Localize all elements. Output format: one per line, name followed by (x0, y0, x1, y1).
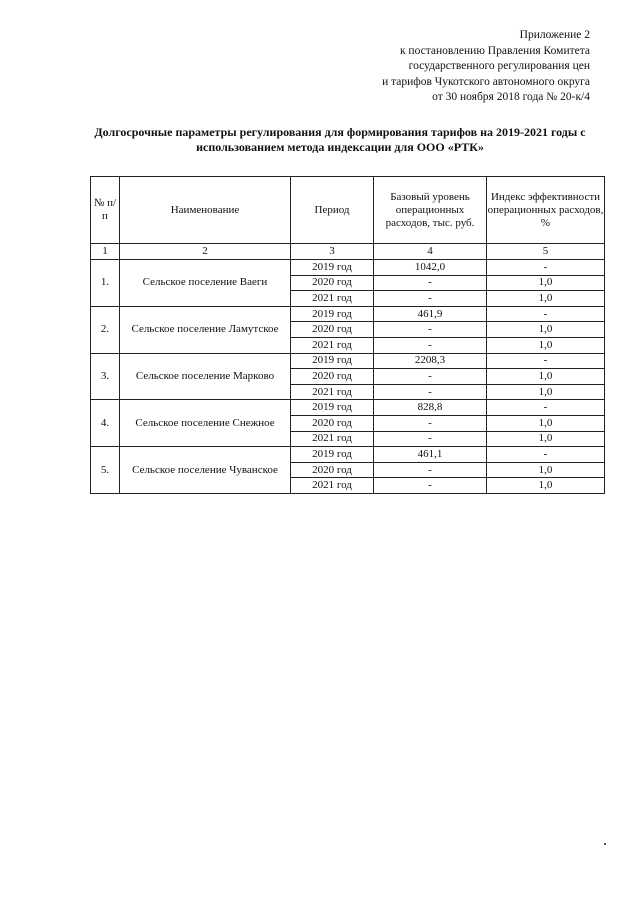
period-cell: 2019 год (291, 306, 374, 322)
base-level-cell: - (374, 462, 487, 478)
settlement-name: Сельское поселение Марково (120, 353, 291, 400)
column-number: 5 (487, 244, 605, 260)
period-cell: 2019 год (291, 447, 374, 463)
efficiency-index-cell: - (487, 353, 605, 369)
efficiency-index-cell: - (487, 400, 605, 416)
table-row (91, 260, 605, 276)
period-cell: 2021 год (291, 478, 374, 494)
base-level-cell: 2208,3 (374, 353, 487, 369)
efficiency-index-cell: 1,0 (487, 431, 605, 447)
efficiency-index-cell: 1,0 (487, 478, 605, 494)
efficiency-index-cell: - (487, 306, 605, 322)
header-base-level: Базовый уровень операционных расходов, тыс. руб. (374, 177, 487, 244)
header-period: Период (291, 177, 374, 244)
row-number: 5. (91, 447, 120, 494)
table-row (91, 447, 605, 463)
period-cell: 2019 год (291, 260, 374, 276)
column-number: 2 (120, 244, 291, 260)
scan-speck (604, 843, 606, 845)
parameters-table (90, 176, 605, 494)
efficiency-index-cell: 1,0 (487, 291, 605, 307)
period-cell: 2020 год (291, 322, 374, 338)
efficiency-index-cell: 1,0 (487, 415, 605, 431)
period-cell: 2020 год (291, 275, 374, 291)
base-level-cell: - (374, 369, 487, 385)
table-row (91, 306, 605, 322)
document-title-line: использованием метода индексации для ООО «РТК» (196, 140, 484, 154)
table-header-row (91, 177, 605, 244)
base-level-cell: - (374, 291, 487, 307)
header-name: Наименование (120, 177, 291, 244)
period-cell: 2019 год (291, 353, 374, 369)
period-cell: 2020 год (291, 462, 374, 478)
table-row (91, 400, 605, 416)
row-number: 3. (91, 353, 120, 400)
settlement-name: Сельское поселение Ваеги (120, 260, 291, 307)
appendix-line: Приложение 2 (519, 29, 590, 41)
column-number: 1 (91, 244, 120, 260)
row-number: 1. (91, 260, 120, 307)
period-cell: 2020 год (291, 369, 374, 385)
base-level-cell: - (374, 478, 487, 494)
period-cell: 2021 год (291, 291, 374, 307)
table-row (91, 353, 605, 369)
row-number: 2. (91, 306, 120, 353)
period-cell: 2020 год (291, 415, 374, 431)
column-number: 3 (291, 244, 374, 260)
column-number: 4 (374, 244, 487, 260)
efficiency-index-cell: - (487, 260, 605, 276)
efficiency-index-cell: 1,0 (487, 462, 605, 478)
period-cell: 2021 год (291, 431, 374, 447)
base-level-cell: - (374, 431, 487, 447)
efficiency-index-cell: 1,0 (487, 337, 605, 353)
column-number-row (91, 244, 605, 260)
base-level-cell: - (374, 275, 487, 291)
efficiency-index-cell: 1,0 (487, 322, 605, 338)
base-level-cell: 461,9 (374, 306, 487, 322)
appendix-line: от 30 ноября 2018 года № 20-к/4 (432, 91, 590, 103)
document-title (60, 125, 620, 155)
base-level-cell: - (374, 415, 487, 431)
base-level-cell: 1042,0 (374, 260, 487, 276)
document-title-line: Долгосрочные параметры регулирования для формирования тарифов на 2019-2021 годы с (94, 125, 586, 139)
header-efficiency-index: Индекс эффективности операционных расходов, % (487, 177, 605, 244)
efficiency-index-cell: 1,0 (487, 369, 605, 385)
settlement-name: Сельское поселение Ламутское (120, 306, 291, 353)
appendix-line: к постановлению Правления Комитета (399, 44, 590, 57)
period-cell: 2019 год (291, 400, 374, 416)
efficiency-index-cell: 1,0 (487, 275, 605, 291)
settlement-name: Сельское поселение Чуванское (120, 447, 291, 494)
row-number: 4. (91, 400, 120, 447)
period-cell: 2021 год (291, 384, 374, 400)
base-level-cell: - (374, 384, 487, 400)
efficiency-index-cell: 1,0 (487, 384, 605, 400)
base-level-cell: - (374, 322, 487, 338)
base-level-cell: - (374, 337, 487, 353)
base-level-cell: 461,1 (374, 447, 487, 463)
period-cell: 2021 год (291, 337, 374, 353)
header-num: № п/п (91, 177, 120, 244)
settlement-name: Сельское поселение Снежное (120, 400, 291, 447)
appendix-block (360, 28, 590, 106)
efficiency-index-cell: - (487, 447, 605, 463)
appendix-line: и тарифов Чукотского автономного округа (382, 75, 590, 88)
base-level-cell: 828,8 (374, 400, 487, 416)
appendix-line: государственного регулирования цен (408, 60, 590, 72)
